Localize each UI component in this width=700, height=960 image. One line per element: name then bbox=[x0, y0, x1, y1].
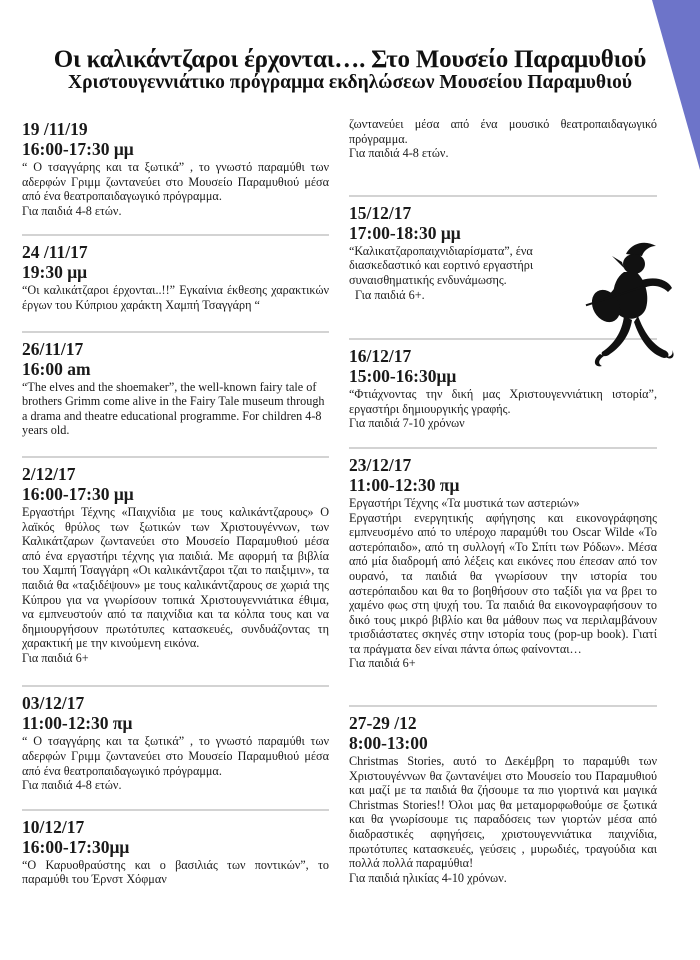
event-27-29-12 bbox=[349, 705, 657, 885]
event-age: Για παιδιά 4-8 ετών. bbox=[349, 146, 449, 161]
event-date: 24 /11/17 bbox=[22, 242, 88, 263]
event-03-12 bbox=[22, 685, 329, 808]
event-description: “The elves and the shoemaker”, the well-known fairy tale of brothers Grimm come alive in the Fairy Tale museum through a drama and theatre educational programme. For children 4-8 years old. bbox=[22, 379, 325, 438]
event-date: 19 /11/19 bbox=[22, 119, 88, 139]
event-10-12 bbox=[22, 809, 329, 887]
event-24-11 bbox=[22, 234, 329, 330]
event-time: 11:00-12:30 πμ bbox=[22, 713, 133, 734]
event-date: 23/12/17 bbox=[349, 454, 412, 475]
event-date: 16/12/17 bbox=[349, 346, 412, 367]
elf-violinist-illustration bbox=[572, 240, 690, 375]
event-description: “Ο Καρυοθραύστης και ο βασιλιάς των ποντικών”, το παραμύθι του Έρνστ Χόφμαν bbox=[22, 857, 329, 887]
event-19-11 bbox=[22, 117, 329, 234]
event-subtitle: Εργαστήρι Τέχνης «Τα μυστικά των αστεριών» bbox=[349, 495, 580, 510]
event-time: 17:00-18:30 μμ bbox=[349, 222, 461, 243]
event-description: “ Ο τσαγγάρης και τα ξωτικά” , το γνωστό παραμύθι των αδερφών Γριμμ ζωντανεύει στο Μουσείο Παραμυθιού μέσα από ένα θεατροπαιδαγωγικό πρόγραμμα. bbox=[22, 734, 329, 778]
event-description: ζωντανεύει μέσα από ένα μουσικό θεατροπαιδαγωγικό πρόγραμμα. bbox=[349, 117, 657, 146]
event-age: Για παιδιά 7-10 χρόνων bbox=[349, 416, 465, 431]
page-subtitle: Χριστουγεννιάτικο πρόγραμμα εκδηλώσεων Μουσείου Παραμυθιού bbox=[68, 72, 632, 93]
event-description: “Καλικατζαροπαιχνιδιαρίσματα”, ένα διασκεδαστικό και εορτινό εργαστήρι συναισθηματικής ενδυνάμωσης. bbox=[349, 243, 534, 287]
event-23-12 bbox=[349, 447, 657, 705]
left-column bbox=[22, 117, 329, 887]
right-column bbox=[349, 117, 657, 885]
event-time: 8:00-13:00 bbox=[349, 733, 428, 754]
event-description: “ Ο τσαγγάρης και τα ξωτικά” , το γνωστό παραμύθι των αδερφών Γριμμ ζωντανεύει στο Μουσείο Παραμυθιού μέσα από ένα θεατροπαιδαγωγικό πρόγραμμα. bbox=[22, 160, 329, 204]
event-26-11 bbox=[22, 331, 329, 456]
event-date: 27-29 /12 bbox=[349, 713, 417, 734]
event-time: 16:00-17:30 μμ bbox=[22, 483, 134, 504]
event-time: 16:00-17:30 μμ bbox=[22, 139, 134, 159]
event-age: Για παιδιά 6+ bbox=[22, 650, 89, 665]
event-date: 2/12/17 bbox=[22, 463, 76, 484]
event-age: Για παιδιά 6+ bbox=[349, 656, 416, 671]
event-10-12-continued bbox=[349, 117, 657, 195]
page-title: Οι καλικάντζαροι έρχονται…. Στο Μουσείο Παραμυθιού bbox=[53, 46, 647, 73]
event-time: 19:30 μμ bbox=[22, 262, 88, 283]
event-date: 10/12/17 bbox=[22, 816, 85, 837]
event-time: 16:00 am bbox=[22, 358, 91, 379]
event-time: 11:00-12:30 πμ bbox=[349, 474, 460, 495]
event-age: Για παιδιά 4-8 ετών. bbox=[22, 203, 122, 218]
event-description: Εργαστήρι ενεργητικής αφήγησης και εικονογράφησης εμπνευσμένο από το υπέροχο παραμύθι του Oscar Wilde «Το αστερόπαιδο», από τη συλλογή «Το Σπίτι των Ρόδων». Μέσα από μία διαδρομή από λέξεις και εικόνες που έπεσαν από τον ουρανό, τα παιδιά θα γνωρίσουν την ιστορία του αστερόπαιδου και θα το βοηθήσουν στο ταξίδι για να βρει το χαμένο φως στη ψυχή του. Τα παιδιά θα εικονογραφήσουν το δικό τους μικρό βιβλίο και θα μάθουν πως να περιλαμβάνουν τρισδιάστατες σκηνές στην ιστορία τους (pop-up book). Γιατί τα πράγματα δεν είναι πάντα όπως φαίνονται… bbox=[349, 510, 657, 656]
event-age: Για παιδιά 6+. bbox=[355, 287, 425, 302]
event-date: 26/11/17 bbox=[22, 338, 84, 359]
event-date: 03/12/17 bbox=[22, 693, 85, 714]
event-date: 15/12/17 bbox=[349, 202, 412, 223]
event-time: 15:00-16:30μμ bbox=[349, 366, 457, 387]
event-age: Για παιδιά 4-8 ετών. bbox=[22, 778, 122, 793]
event-time: 16:00-17:30μμ bbox=[22, 836, 130, 857]
event-age: Για παιδιά ηλικίας 4-10 χρόνων. bbox=[349, 870, 507, 885]
event-description: Εργαστήρι Τέχνης «Παιχνίδια με τους καλικάντζαρους» Ο λαϊκός θρύλος των ξωτικών των Χριστουγέννων, των Καλικάτζαρων ζωντανεύει στο Μουσείο Παραμυθιού μέσα από ένα εργαστήρι τέχνης για παιδιά. Με αφορμή τα βιβλία του Χαμπή Τσαγγάρη «Οι καλικάντζαροι τζαι το παιξιμιν», τα παιδιά θα «ταξιδέψουν» με τους καλικάντζαρους σε χωριά της Κύπρου για να γνωρίσουν τοπικά Χριστουγεννιάτικα έθιμα, να εμπνευστούν από τα παιχνίδια και τα κόλπα τους και να δημιουργήσουν πρωτότυπες κατασκευές, συνδυάζοντας τη χαρακτική με την κινούμενη εικόνα. bbox=[22, 504, 329, 651]
event-description: “Φτιάχνοντας την δική μας Χριστουγεννιάτικη ιστορία”, εργαστήρι δημιουργικής γραφής. bbox=[349, 387, 657, 416]
event-description: “Οι καλικάτζαροι έρχονται..!!” Εγκαίνια έκθεσης χαρακτικών έργων του Κύπριου χαράκτη Χαμπή Τσαγγάρη “ bbox=[22, 283, 329, 312]
event-2-12 bbox=[22, 456, 329, 686]
event-description: Christmas Stories, αυτό το Δεκέμβρη το παραμύθι των Χριστουγέννων θα ζωντανέψει στο Μουσείο του Παραμυθιού και μαζί με τα παιδιά θα ζήσουμε τα πιο γιορτινά και μαγικά Christmas Stories!! Όλοι μας θα μεταμορφωθούμε σε ξωτικά και θα γνωρίσουμε τις παραδόσεις των γιορτών μέσα από διαδραστικές αφηγήσεις, χριστουγεννιάτικα παιχνίδια, πρωτότυπες κατασκευές, γεύσεις , μυρωδιές, τραγούδια και πολλά πολλά παραμύθια! bbox=[349, 754, 657, 871]
